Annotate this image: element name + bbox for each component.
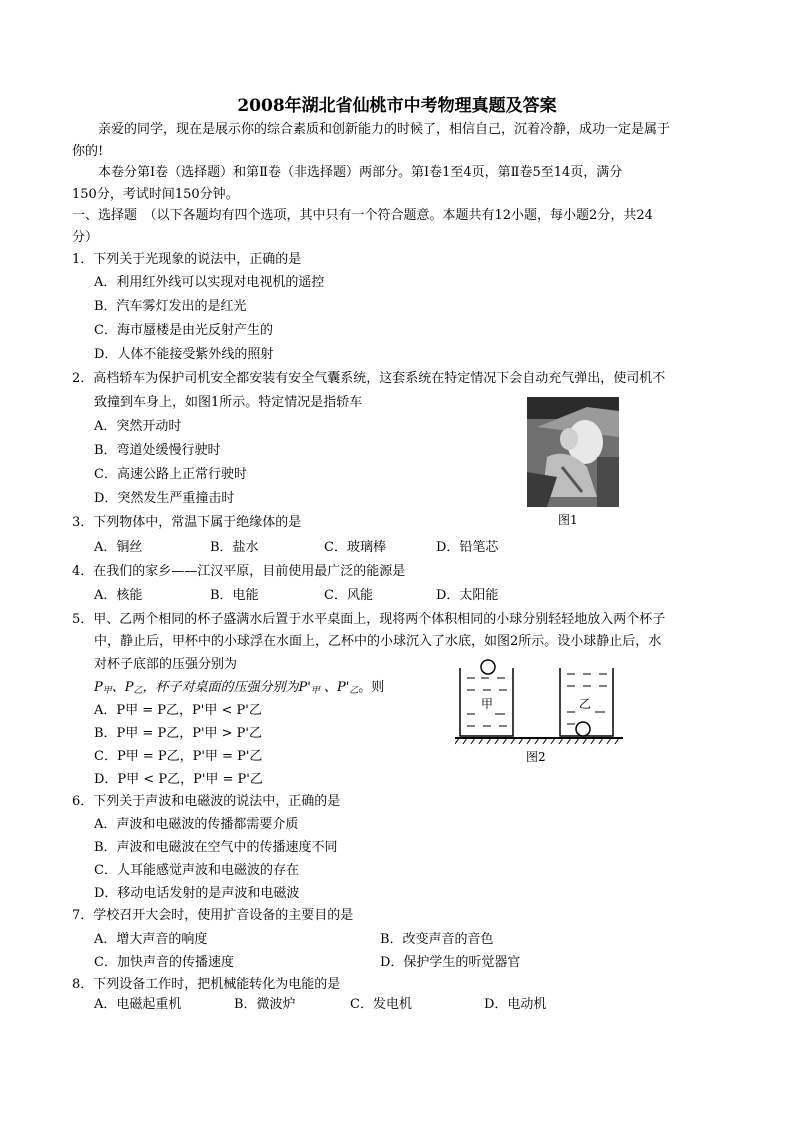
q6-stem: 6．下列关于声波和电磁波的说法中，正确的是 [72,794,341,809]
section-heading-2: 分） [72,230,99,245]
q3-option-d: D．铅笔芯 [436,540,499,555]
intro-line-4: 150分，考试时间150分钟。 [72,187,239,202]
q8-option-a: A．电磁起重机 [94,997,182,1012]
q6-option-d: D．移动电话发射的是声波和电磁波 [94,886,300,901]
q4-option-a: A．核能 [94,588,143,603]
q4-option-c: C．风能 [324,588,373,603]
figure-1-airbag-photo [527,397,619,507]
page-title: 2008年湖北省仙桃市中考物理真题及答案 [237,96,557,116]
q7-stem: 7．学校召开大会时，使用扩音设备的主要目的是 [72,908,354,923]
q5-option-b: B．P甲 = P乙，P'甲 > P'乙 [94,726,263,741]
figure-2-caption: 图2 [526,750,546,764]
q5-option-d: D．P甲 < P乙，P'甲 = P'乙 [94,772,263,787]
q5-stem-2: 中，静止后，甲杯中的小球浮在水面上，乙杯中的小球沉入了水底，如图2所示。设小球静止后，水 [94,634,662,649]
q7-option-c: C．加快声音的传播速度 [94,955,234,970]
q1-option-c: C．海市蜃楼是由光反射产生的 [94,323,273,338]
q2-stem-1: 2．高档轿车为保护司机安全都安装有安全气囊系统，这套系统在特定情况下会自动充气弹出，使司机不 [72,371,666,386]
q5-option-a: A．P甲 = P乙，P'甲 < P'乙 [94,703,262,718]
q2-option-d: D．突然发生严重撞击时 [94,491,235,506]
q6-option-b: B．声波和电磁波在空气中的传播速度不同 [94,840,338,855]
q8-option-d: D．电动机 [484,997,547,1012]
q8-option-b: B．微波炉 [234,997,296,1012]
q2-option-b: B．弯道处缓慢行驶时 [94,443,221,458]
q1-option-b: B．汽车雾灯发出的是红光 [94,299,247,314]
q2-stem-2: 致撞到车身上，如图1所示。特定情况是指轿车 [94,395,363,410]
section-heading-1: 一、选择题 （以下各题均有四个选项，其中只有一个符合题意。本题共有12小题，每小题2分，共24 [72,208,653,223]
q1-option-d: D．人体不能接受紫外线的照射 [94,347,274,362]
q3-option-c: C．玻璃棒 [324,540,386,555]
q7-option-d: D．保护学生的听觉器官 [380,955,521,970]
figure-2-label-jia: 甲 [481,697,494,711]
q4-option-d: D．太阳能 [436,588,499,603]
q1-stem: 1．下列关于光现象的说法中，正确的是 [72,252,302,267]
q5-stem-1: 5．甲、乙两个相同的杯子盛满水后置于水平桌面上，现将两个体积相同的小球分别轻轻地放入两个杯子 [72,612,666,627]
q5-stem-3: 对杯子底部的压强分别为 [94,657,238,672]
q2-option-a: A．突然开动时 [94,419,182,434]
figure-2-label-yi: 乙 [579,697,592,711]
q5-stem-4: $P_甲$、$P_乙$，杯子对桌面的压强分别为$P'_甲$ 、$P'_乙$。则 [94,680,385,696]
q5-option-c: C．P甲 = P乙，P'甲 = P'乙 [94,749,263,764]
q3-option-a: A．铜丝 [94,540,143,555]
q2-option-c: C．高速公路上正常行驶时 [94,467,247,482]
q7-option-a: A．增大声音的响度 [94,932,208,947]
figure-1-caption: 图1 [558,513,578,527]
q3-option-b: B．盐水 [210,540,259,555]
q4-stem: 4．在我们的家乡——江汉平原，目前使用最广泛的能源是 [72,564,406,579]
q4-option-b: B．电能 [210,588,259,603]
q8-option-c: C．发电机 [350,997,412,1012]
intro-line-3: 本卷分第Ⅰ卷（选择题）和第Ⅱ卷（非选择题）两部分。第Ⅰ卷1至4页，第Ⅱ卷5至14页，满分 [98,165,623,180]
q3-stem: 3．下列物体中，常温下属于绝缘体的是 [72,515,302,530]
q8-stem: 8．下列设备工作时，把机械能转化为电能的是 [72,977,341,992]
q1-option-a: A．利用红外线可以实现对电视机的遥控 [94,275,325,290]
intro-line-2: 你的! [72,144,104,159]
q6-option-c: C．人耳能感觉声波和电磁波的存在 [94,863,299,878]
q7-option-b: B．改变声音的音色 [380,932,494,947]
intro-line-1: 亲爱的同学，现在是展示你的综合素质和创新能力的时候了，相信自己，沉着冷静，成功一定是属于 [98,122,671,137]
q6-option-a: A．声波和电磁波的传播都需要介质 [94,817,299,832]
